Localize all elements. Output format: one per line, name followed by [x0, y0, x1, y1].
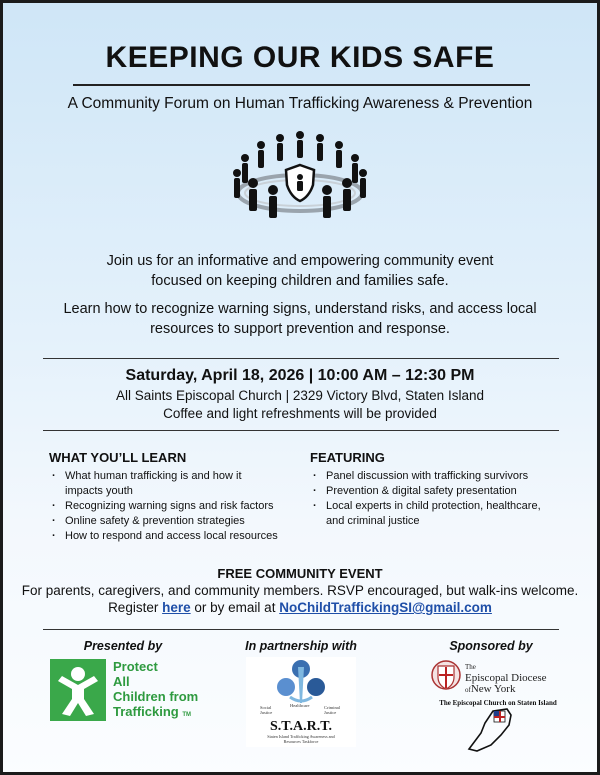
divider: [43, 358, 559, 359]
subtitle: A Community Forum on Human Trafficking Awareness & Prevention: [67, 95, 533, 112]
partnership-label: In partnership with: [245, 639, 357, 653]
svg-text:Justice: Justice: [324, 710, 337, 715]
presented-label: Presented by: [83, 639, 163, 653]
community-circle-icon: [225, 125, 375, 225]
diocese-logo: The Episcopal Diocese ofNew York: [431, 655, 551, 695]
featuring-heading: FEATURING: [310, 450, 385, 465]
diocese-shield-icon: [431, 655, 461, 695]
list-item: · Panel discussion with trafficking survivors: [310, 469, 570, 484]
list-item: · What human trafficking is and how it: [49, 469, 299, 484]
list-item: · How to respond and access local resources: [49, 529, 299, 544]
staten-island-church-logo: The Episcopal Church on Staten Island: [433, 699, 563, 759]
learn-list: [49, 469, 299, 544]
svg-text:Resources Taskforce: Resources Taskforce: [283, 739, 319, 744]
register-line: Register here or by email at NoChildTraffickingSI@gmail.com: [108, 600, 492, 615]
svg-text:Social: Social: [260, 705, 272, 710]
list-item: and criminal justice: [326, 515, 420, 527]
intro-paragraph-2: Learn how to recognize warning signs, understand risks, and access local resources to support prevention and response.: [63, 301, 537, 337]
register-link[interactable]: here: [162, 600, 191, 615]
featuring-list: [310, 469, 570, 529]
intro-paragraph-1: Join us for an informative and empowering community event focused on keeping children and families safe.: [106, 253, 494, 289]
page-title: KEEPING OUR KIDS SAFE: [105, 41, 495, 74]
audience-text: For parents, caregivers, and community members. RSVP encouraged, but walk-ins welcome.: [21, 583, 579, 598]
staten-island-map-icon: [433, 699, 563, 759]
svg-text:Justice: Justice: [260, 710, 273, 715]
divider: [43, 629, 559, 630]
title-divider: [73, 84, 530, 86]
list-item: impacts youth: [65, 485, 133, 497]
event-venue: All Saints Episcopal Church | 2329 Victory Blvd, Staten Island: [116, 388, 484, 403]
start-logo: [246, 657, 356, 747]
list-item: · Online safety & prevention strategies: [49, 514, 299, 529]
email-link[interactable]: NoChildTraffickingSI@gmail.com: [279, 600, 492, 615]
pac-logo: Protect All Children from Trafficking TM: [50, 659, 202, 725]
svg-text:Criminal: Criminal: [324, 705, 340, 710]
sponsored-label: Sponsored by: [449, 639, 533, 653]
list-item: · Recognizing warning signs and risk factors: [49, 499, 299, 514]
learn-heading: WHAT YOU’LL LEARN: [49, 450, 187, 465]
svg-text:Healthcare: Healthcare: [290, 703, 310, 708]
event-date: Saturday, April 18, 2026 | 10:00 AM – 12:30 PM: [125, 367, 475, 384]
divider: [43, 430, 559, 431]
svg-text:S.T.A.R.T.: S.T.A.R.T.: [269, 719, 333, 734]
free-event-heading: FREE COMMUNITY EVENT: [217, 566, 383, 581]
pac-figure-icon: [50, 659, 106, 721]
event-refreshments: Coffee and light refreshments will be provided: [163, 406, 437, 421]
list-item: · Local experts in child protection, healthcare,: [310, 499, 570, 514]
svg-text:Staten Island Trafficking Awar: Staten Island Trafficking Awareness and: [267, 734, 335, 739]
list-item: · Prevention & digital safety presentation: [310, 484, 570, 499]
